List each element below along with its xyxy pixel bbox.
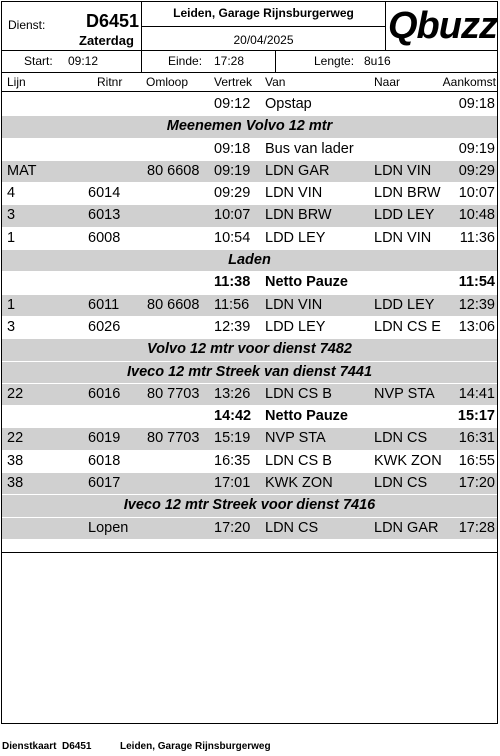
cell-van: Bus van lader (265, 140, 354, 157)
col-omloop: Omloop (146, 75, 189, 89)
cell-lijn: 38 (7, 452, 24, 469)
divider (2, 552, 497, 553)
cell-van: Netto Pauze (265, 274, 348, 291)
cell-lijn: 3 (7, 207, 16, 224)
cell-vertrek: 09:29 (214, 185, 251, 202)
footer-dienst: D6451 (62, 741, 92, 752)
cell-ritnr: 6014 (88, 185, 121, 202)
cell-van: LDN VIN (265, 296, 323, 313)
cell-naar: KWK ZON (374, 452, 442, 469)
section-header (2, 495, 497, 517)
cell-ritnr: 6016 (88, 385, 121, 402)
cell-aankomst: 12:39 (458, 296, 495, 313)
cell-ritnr: 6008 (88, 229, 121, 246)
section-header (2, 116, 497, 138)
cell-van: Netto Pauze (265, 408, 348, 425)
cell-van: LDD LEY (265, 229, 326, 246)
cell-aankomst: 17:28 (458, 519, 495, 536)
cell-naar: LDN VIN (374, 162, 432, 179)
divider (275, 50, 276, 72)
cell-vertrek: 14:42 (214, 408, 252, 425)
cell-lijn: 1 (7, 229, 16, 246)
date: 20/04/2025 (233, 33, 294, 47)
qbuzz-logo: Qbuzz (388, 5, 497, 47)
cell-lijn: 3 (7, 318, 16, 335)
cell-omloop: 80 6608 (147, 296, 200, 313)
cell-van: LDN BRW (265, 207, 332, 224)
length-label: Lengte: (314, 54, 355, 68)
col-ritnr: Ritnr (97, 75, 123, 89)
footer-location: Leiden, Garage Rijnsburgerweg (120, 741, 271, 752)
cell-ritnr: 6026 (88, 318, 121, 335)
cell-ritnr: 6013 (88, 207, 121, 224)
cell-omloop: 80 7703 (147, 385, 200, 402)
cell-naar: NVP STA (374, 385, 435, 402)
cell-lijn: 1 (7, 296, 16, 313)
table-row (2, 272, 497, 294)
table-row (2, 183, 497, 205)
section-header (2, 362, 497, 384)
section-title: Volvo 12 mtr voor dienst 7482 (147, 341, 352, 358)
cell-aankomst: 16:55 (458, 452, 495, 469)
cell-aankomst: 09:29 (458, 162, 495, 179)
table-row (2, 384, 497, 406)
cell-naar: LDN BRW (374, 185, 441, 202)
times-bar (2, 50, 497, 73)
cell-omloop: 80 7703 (147, 430, 200, 447)
length-value: 8u16 (364, 54, 391, 68)
table-row (2, 94, 497, 116)
cell-ritnr: 6011 (88, 296, 120, 313)
cell-naar: LDD LEY (374, 296, 435, 313)
cell-ritnr: 6018 (88, 452, 121, 469)
cell-van: NVP STA (265, 430, 326, 447)
cell-ritnr: 6017 (88, 475, 121, 492)
divider (385, 2, 386, 50)
cell-vertrek: 17:01 (214, 475, 251, 492)
cell-aankomst: 11:54 (458, 274, 495, 291)
section-title: Meenemen Volvo 12 mtr (166, 118, 333, 135)
day-label: Zaterdag (79, 33, 134, 48)
dienst-label: Dienst: (8, 18, 46, 32)
cell-aankomst: 15:17 (457, 408, 495, 425)
cell-aankomst: 11:36 (459, 229, 495, 246)
cell-ritnr: 6019 (88, 430, 121, 447)
col-vertrek: Vertrek (214, 75, 253, 89)
cell-aankomst: 17:20 (458, 475, 495, 492)
col-van: Van (265, 75, 286, 89)
header (2, 2, 497, 51)
cell-vertrek: 16:35 (214, 452, 251, 469)
table-row (2, 406, 497, 428)
cell-van: LDN GAR (265, 162, 330, 179)
cell-vertrek: 09:18 (214, 140, 251, 157)
location: Leiden, Garage Rijnsburgerweg (173, 6, 354, 20)
schedule-rows (2, 94, 497, 540)
cell-aankomst: 13:06 (458, 318, 495, 335)
end-label: Einde: (168, 54, 203, 68)
table-row (2, 139, 497, 161)
cell-van: LDN VIN (265, 185, 323, 202)
cell-vertrek: 11:38 (214, 274, 251, 291)
cell-vertrek: 09:12 (214, 96, 251, 112)
duty-card (1, 1, 498, 724)
cell-vertrek: 12:39 (214, 318, 251, 335)
table-row (2, 473, 497, 495)
col-naar: Naar (374, 75, 401, 89)
cell-aankomst: 10:48 (458, 207, 495, 224)
col-aankomst: Aankomst (442, 75, 496, 89)
footer-title: Dienstkaart (2, 741, 57, 752)
table-row (2, 205, 497, 227)
cell-ritnr: Lopen (88, 519, 129, 536)
cell-van: LDN CS (265, 519, 319, 536)
section-title: Laden (228, 252, 271, 269)
cell-vertrek: 13:26 (214, 385, 251, 402)
cell-lijn: 22 (7, 385, 24, 402)
cell-vertrek: 15:19 (214, 430, 251, 447)
cell-lijn: MAT (7, 162, 37, 179)
cell-naar: LDN GAR (374, 519, 439, 536)
table-row (2, 451, 497, 473)
cell-vertrek: 10:07 (214, 207, 251, 224)
cell-van: LDN CS B (265, 385, 332, 402)
cell-van: KWK ZON (265, 475, 333, 492)
cell-naar: LDN VIN (374, 229, 432, 246)
cell-aankomst: 09:18 (458, 96, 495, 112)
divider (142, 26, 385, 27)
table-row (2, 228, 497, 250)
section-title: Iveco 12 mtr Streek voor dienst 7416 (123, 497, 376, 514)
cell-naar: LDN CS (374, 475, 428, 492)
column-header (2, 73, 497, 92)
cell-aankomst: 14:41 (458, 385, 495, 402)
end-time: 17:28 (214, 54, 245, 68)
divider (141, 50, 142, 72)
cell-omloop: 80 6608 (147, 162, 200, 179)
cell-vertrek: 09:19 (214, 162, 251, 179)
cell-naar: LDN CS E (374, 318, 441, 335)
start-time: 09:12 (68, 54, 99, 68)
table-row (2, 161, 497, 183)
table-row (2, 518, 497, 540)
start-label: Start: (24, 54, 53, 68)
cell-lijn: 38 (7, 475, 24, 492)
cell-van: LDN CS B (265, 452, 332, 469)
cell-aankomst: 16:31 (458, 430, 495, 447)
dienst-number: D6451 (86, 11, 140, 31)
table-row (2, 428, 497, 450)
col-lijn: Lijn (7, 75, 26, 89)
table-row (2, 317, 497, 339)
cell-aankomst: 09:19 (458, 140, 495, 157)
cell-lijn: 4 (7, 185, 16, 202)
cell-naar: LDN CS (374, 430, 428, 447)
cell-vertrek: 10:54 (214, 229, 251, 246)
cell-van: Opstap (265, 96, 312, 112)
section-header (2, 250, 497, 272)
cell-aankomst: 10:07 (458, 185, 495, 202)
section-title: Iveco 12 mtr Streek van dienst 7441 (126, 363, 373, 380)
cell-vertrek: 17:20 (214, 519, 251, 536)
section-header (2, 339, 497, 361)
cell-van: LDD LEY (265, 318, 326, 335)
table-row (2, 295, 497, 317)
cell-naar: LDD LEY (374, 207, 435, 224)
cell-vertrek: 11:56 (214, 296, 250, 313)
cell-lijn: 22 (7, 430, 24, 447)
